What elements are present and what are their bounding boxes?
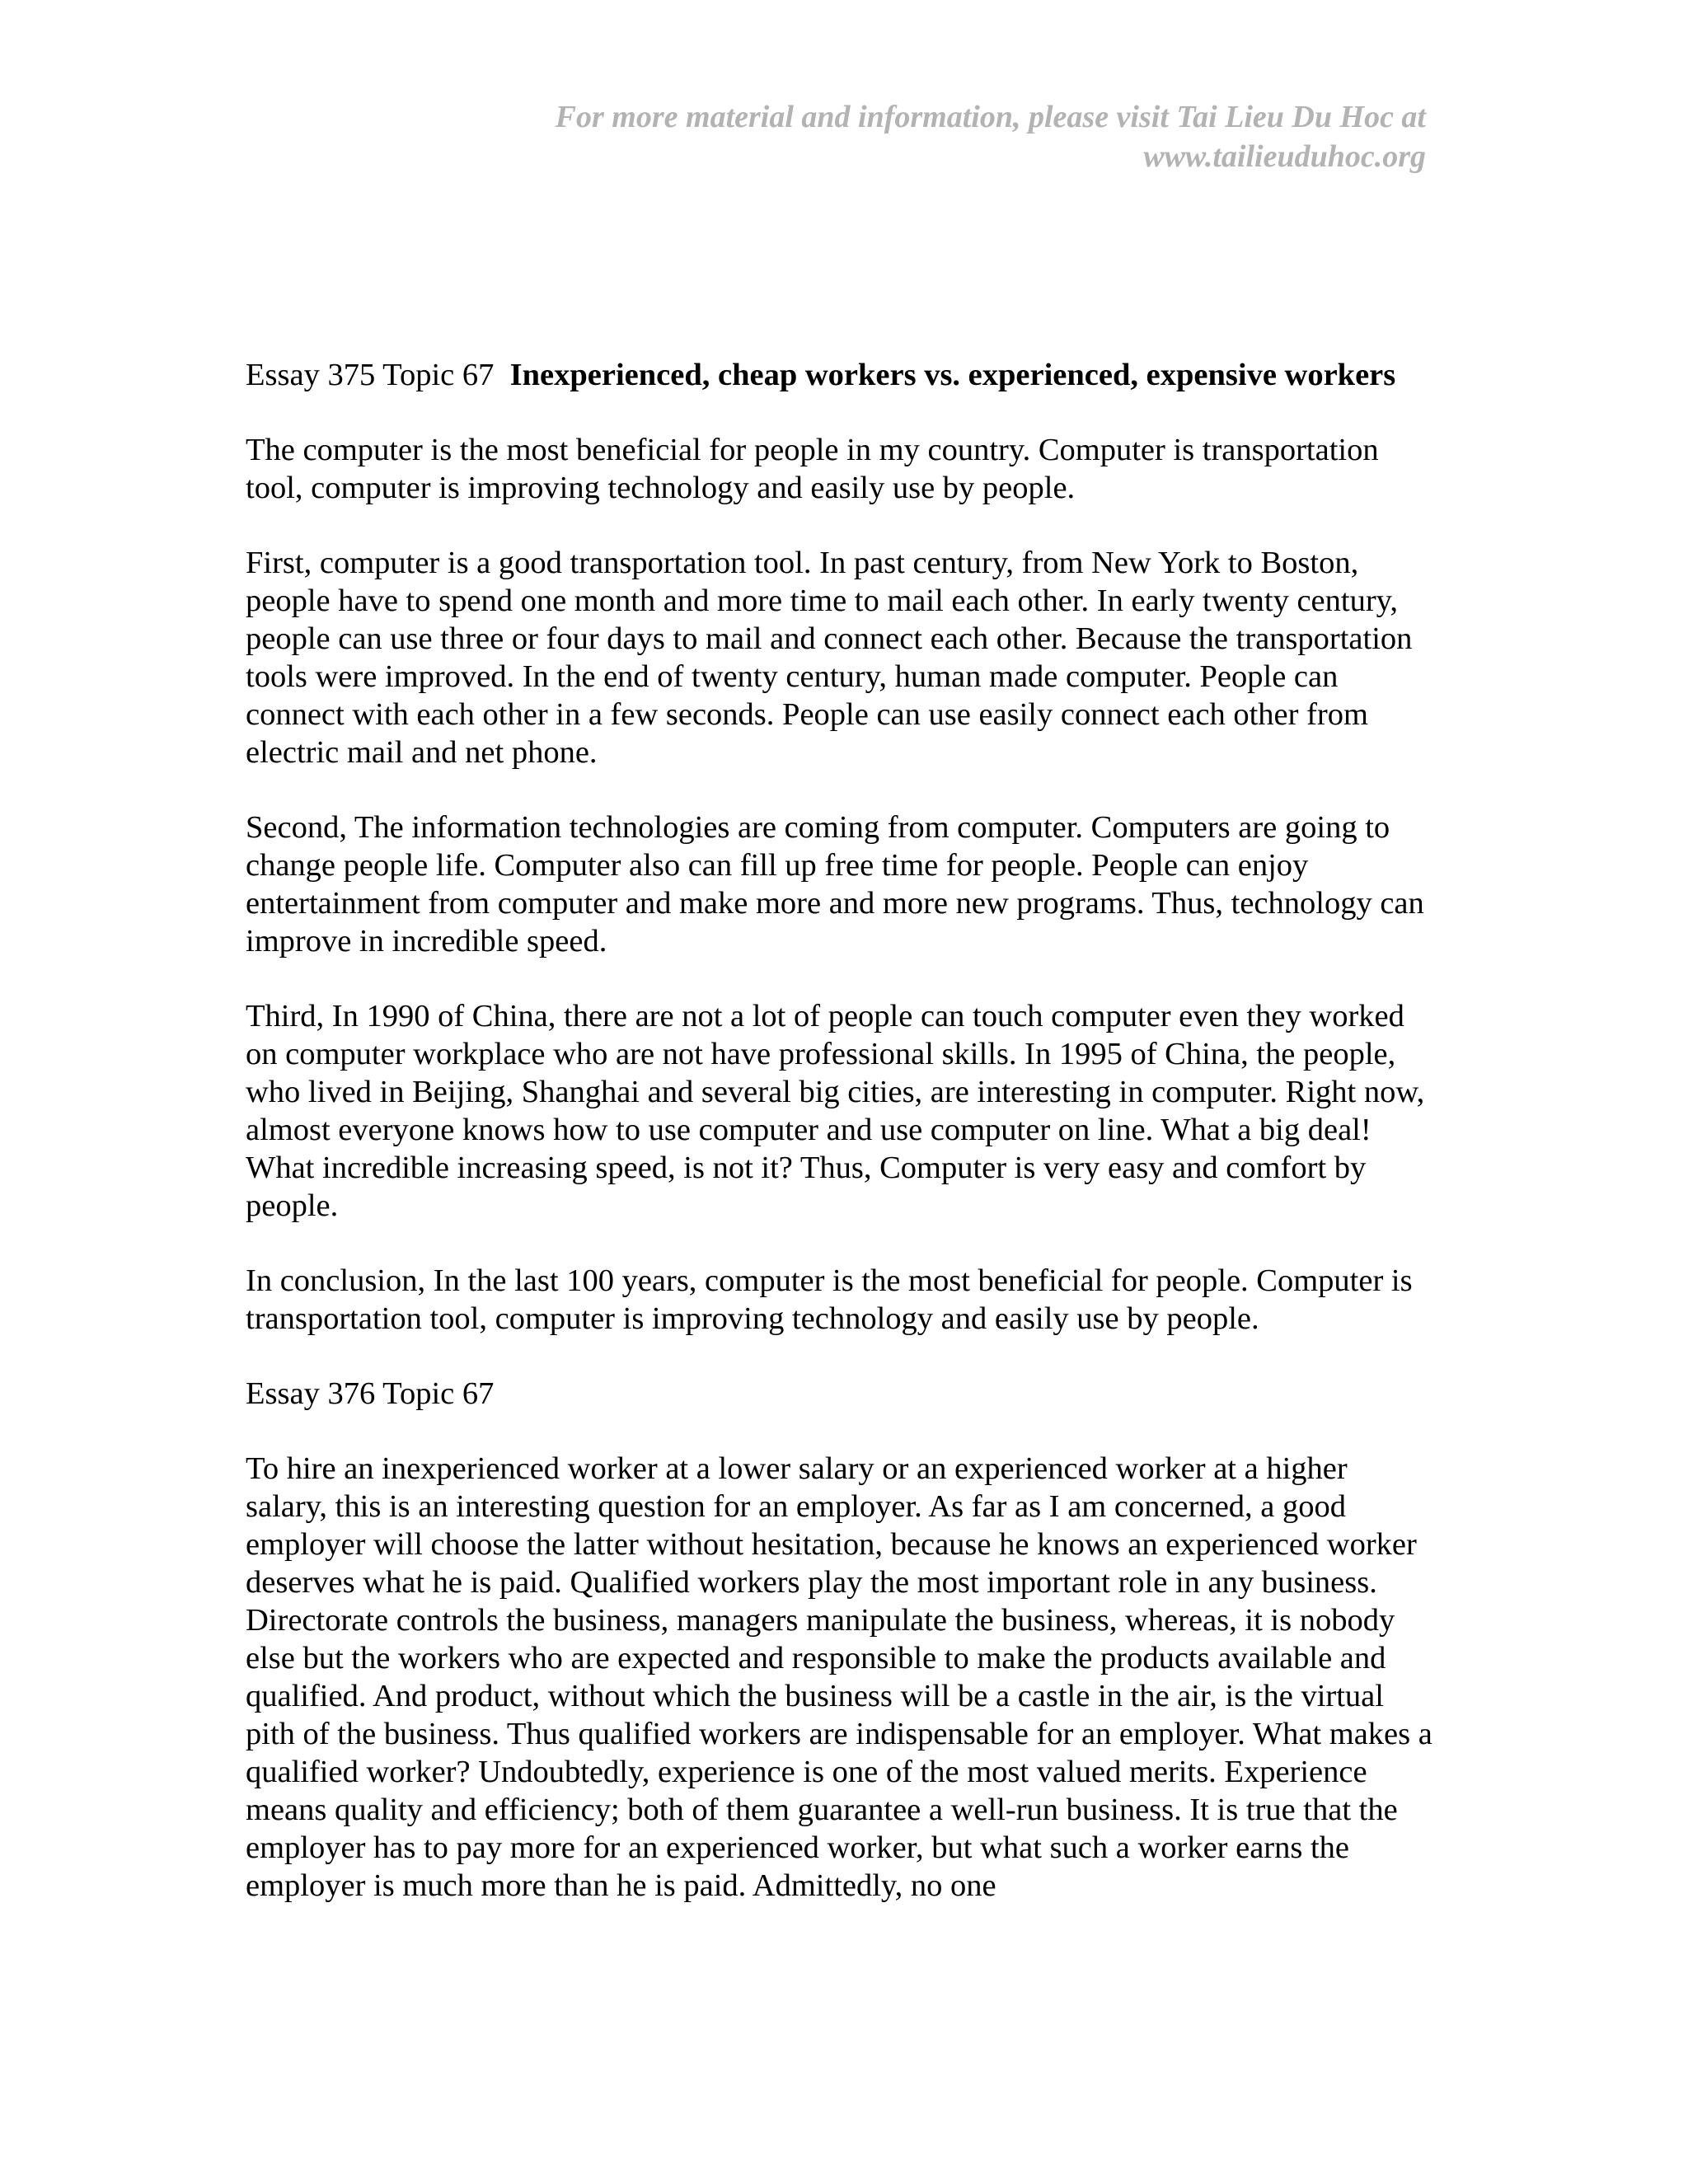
- essay-375-heading: [246, 356, 1432, 394]
- header-line-1: For more material and information, please visit Tai Lieu Du Hoc at: [555, 100, 1426, 134]
- page-header: [354, 97, 1426, 176]
- essay-376-heading: Essay 376 Topic 67: [246, 1376, 495, 1411]
- essay-375-paragraph: In conclusion, In the last 100 years, computer is the most beneficial for people. Computer is transportation tool, computer is improving technology and easily use by people.: [246, 1263, 1413, 1336]
- essay-375-paragraph: First, computer is a good transportation tool. In past century, from New York to Boston, people have to spend one month and more time to mail each other. In early twenty century, people can use three or four days to mail and connect each other. Because the transportation tools were improved. In the end of twenty century, human made computer. People can connect with each other in a few seconds. People can use easily connect each other from electric mail and net phone.: [246, 546, 1413, 770]
- essay-376-paragraph: To hire an inexperienced worker at a lower salary or an experienced worker at a higher salary, this is an interesting question for an employer. As far as I am concerned, a good employer will choose the latter without hesitation, because he knows an experienced worker deserves what he is paid. Qualified workers play the most important role in any business. Directorate controls the business, managers manipulate the business, whereas, it is nobody else but the workers who are expected and responsible to make the products available and qualified. And product, without which the business will be a castle in the air, is the virtual pith of the business. Thus qualified workers are indispensable for an employer. What makes a qualified worker? Undoubtedly, experience is one of the most valued merits. Experience means quality and efficiency; both of them guarantee a well-run business. It is true that the employer has to pay more for an experienced worker, but what such a worker earns the employer is much more than he is paid. Admittedly, no one: [246, 1451, 1432, 1903]
- header-link[interactable]: www.tailieuduhoc.org: [1143, 139, 1426, 174]
- essay-375-title: Inexperienced, cheap workers vs. experienced, expensive workers: [509, 358, 1396, 392]
- essay-375-paragraph: Second, The information technologies are coming from computer. Computers are going to change people life. Computer also can fill up free time for people. People can enjoy entertainment from computer and make more and more new programs. Thus, technology can improve in incredible speed.: [246, 810, 1424, 958]
- essay-375-paragraph: The computer is the most beneficial for people in my country. Computer is transportation tool, computer is improving technology and easily use by people.: [246, 433, 1379, 505]
- document-body: [246, 356, 1432, 1942]
- essay-375-label: Essay 375 Topic 67: [246, 358, 495, 392]
- essay-375-paragraph: Third, In 1990 of China, there are not a lot of people can touch computer even they worked on computer workplace who are not have professional skills. In 1995 of China, the people, who lived in Beijing, Shanghai and several big cities, are interesting in computer. Right now, almost everyone knows how to use computer and use computer on line. What a big deal! What incredible increasing speed, is not it? Thus, Computer is very easy and comfort by people.: [246, 999, 1425, 1223]
